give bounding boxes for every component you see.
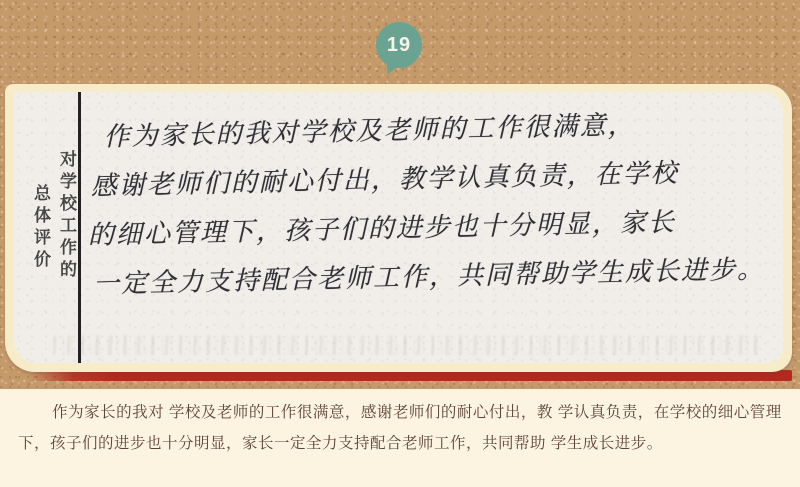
item-number: 19: [386, 33, 412, 56]
speech-bubble-tail-icon: [381, 59, 401, 77]
handwritten-line: 感谢老师们的耐心付出，教学认真负责，在学校: [90, 158, 680, 202]
vertical-section-label-left-column: 总体评价: [31, 184, 50, 272]
handwriting-photo-card: [5, 84, 792, 372]
handwritten-text-block: [89, 98, 783, 363]
notebook-margin-line: [78, 92, 81, 363]
handwritten-line: 作为家长的我对学校及老师的工作很满意，: [103, 110, 636, 153]
handwritten-line: 一定全力支持配合老师工作，共同帮助学生成长进步。: [92, 254, 766, 300]
faint-ink-bleedthrough: [54, 335, 763, 355]
vertical-section-label-right-column: 对学校工作的: [57, 150, 76, 282]
handwritten-line: 的细心管理下，孩子们的进步也十分明显，家长: [87, 207, 677, 251]
notebook-photo: [14, 92, 783, 363]
item-number-badge: [376, 22, 422, 68]
transcription-panel: [0, 389, 800, 487]
transcription-text: 作为家长的我对 学校及老师的工作很满意，感谢老师们的耐心付出，教 学认真负责，在学校的细心管理下，孩子们的进步也十分明显，家长一定全力支持配合老师工作，共同帮助 学生成长进步。: [18, 404, 782, 452]
